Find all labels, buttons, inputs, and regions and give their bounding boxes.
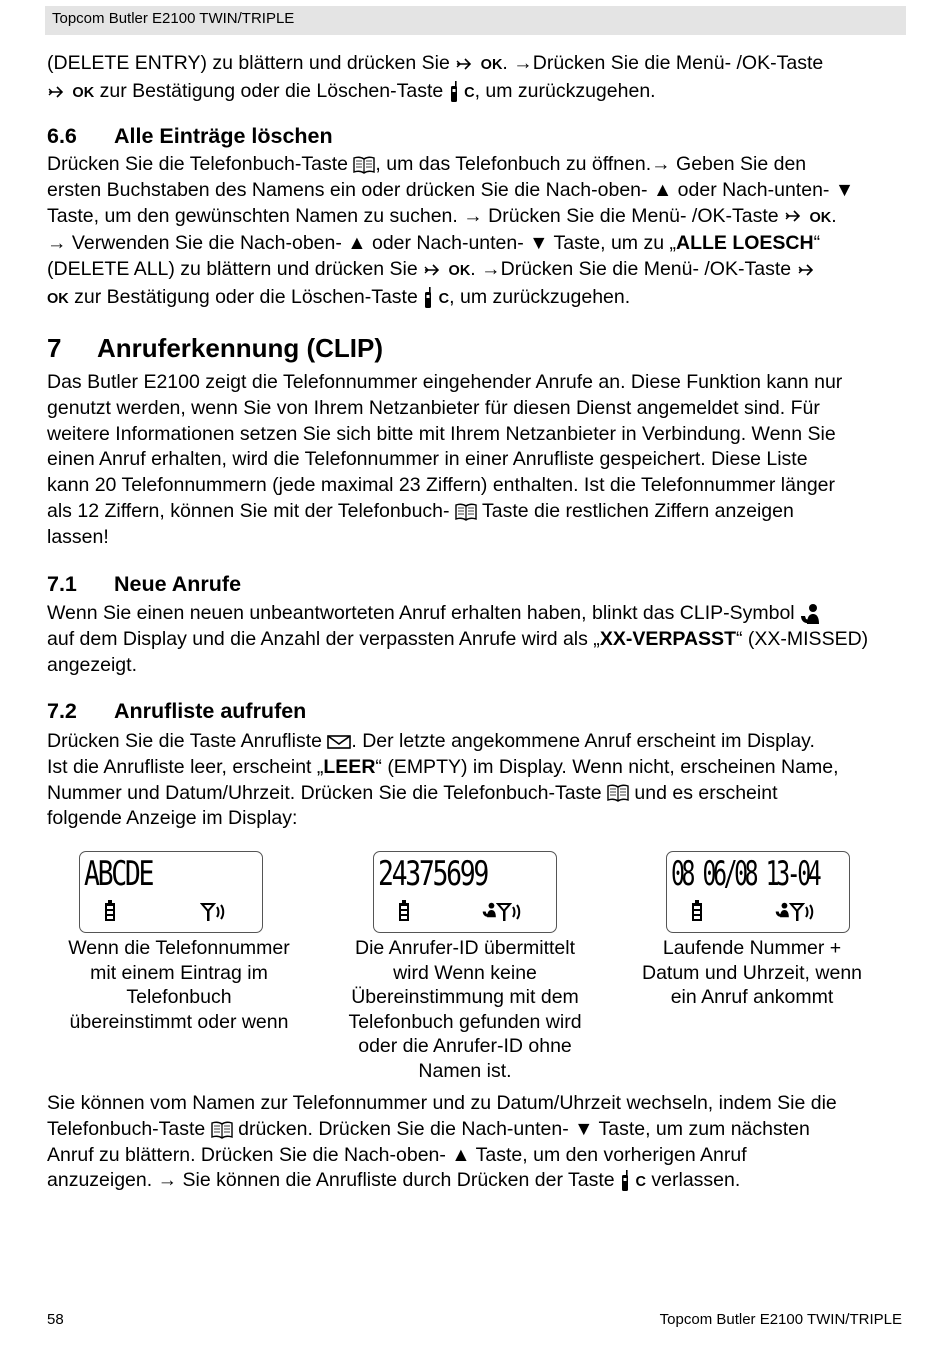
text: Nummer und Datum/Uhrzeit. Drücken Sie die Telefonbuch-Taste — [47, 781, 602, 804]
text: , um zurückzugehen. — [449, 285, 631, 308]
text: angezeigt. — [47, 653, 137, 676]
text: Telefonbuch-Taste — [47, 1117, 206, 1140]
section-title: Anruferkennung (CLIP) — [97, 333, 383, 363]
text: lassen! — [47, 525, 109, 548]
caption-line: Die Anrufer-ID übermittelt — [355, 937, 575, 959]
text: folgende Anzeige im Display: — [47, 807, 298, 830]
section-7-2-body — [47, 729, 907, 832]
text: Sie können vom Namen zur Telefonnummer und zu Datum/Uhrzeit wechseln, indem Sie die — [47, 1092, 837, 1114]
menu-ok-icon — [797, 262, 817, 278]
text: zur Bestätigung oder die Löschen-Taste — [74, 285, 418, 308]
text: anzuzeigen. → Sie können die Anrufliste durch Drücken der Taste — [47, 1169, 615, 1192]
page-header — [45, 6, 906, 35]
text: Das Butler E2100 zeigt die Telefonnummer eingehender Anrufe an. Diese Funktion kann nur — [47, 371, 843, 393]
text: “ — [813, 232, 821, 255]
text: ersten Buchstaben des Namens ein oder drücken Sie die Nach-oben- ▲ oder Nach-unten- ▼ — [47, 178, 855, 201]
caption-line: Telefonbuch gefunden wird — [348, 1010, 582, 1033]
text: . →Drücken Sie die Menü- /OK-Taste — [470, 258, 792, 281]
menu-ok-icon — [423, 262, 443, 278]
ok-label: OK — [809, 209, 832, 226]
signal-icon — [200, 902, 228, 927]
section-number: 7.2 — [47, 699, 77, 723]
bold-term: ALLE LOESCH — [675, 232, 814, 255]
lcd-text: 08 06/08 13-04 — [671, 854, 819, 894]
ok-label: OK — [72, 84, 95, 101]
intro-line-1b: . →Drücken Sie die Menü- /OK-Taste — [502, 52, 824, 74]
ok-label: OK — [47, 290, 69, 307]
ok-label: OK — [480, 57, 503, 73]
phonebook-icon — [211, 1121, 233, 1139]
section-title: Alle Einträge löschen — [114, 124, 333, 148]
section-number: 7 — [47, 333, 62, 363]
section-7-body — [47, 370, 907, 551]
text: “ (EMPTY) im Display. Wenn nicht, erscheinen Name, — [375, 755, 839, 778]
text: , um das Telefonbuch zu öffnen.→ Geben Sie den — [375, 153, 807, 175]
text: (DELETE ALL) zu blättern und drücken Sie — [47, 258, 418, 281]
text: . — [831, 204, 837, 227]
display-caption-1 — [44, 936, 314, 1034]
phone-icon — [423, 287, 433, 309]
display-caption-3 — [617, 936, 887, 1010]
text: Anruf zu blättern. Drücken Sie die Nach-oben- ▲ Taste, um den vorherigen Anruf — [47, 1143, 747, 1166]
c-label: C — [635, 1174, 646, 1191]
caption-line: oder die Anrufer-ID ohne — [358, 1035, 572, 1058]
closing-paragraph — [47, 1091, 907, 1196]
text: → Verwenden Sie die Nach-oben- ▲ oder Nach-unten- ▼ Taste, um zu „ — [47, 232, 676, 255]
caption-line: übereinstimmt oder wenn — [69, 1010, 289, 1033]
text: auf dem Display und die Anzahl der verpassten Anrufe wird als „ — [47, 627, 600, 650]
call-list-icon — [327, 734, 351, 750]
text: kann 20 Telefonnummern (jede maximal 23 Ziffern) enthalten. Ist die Telefonnummer länger — [47, 474, 836, 497]
section-title: Anrufliste aufrufen — [114, 699, 307, 723]
c-label: C — [464, 84, 475, 101]
text: und es erscheint — [628, 781, 778, 804]
section-7-1-heading — [47, 572, 241, 597]
lcd-display-datetime — [666, 851, 850, 933]
page-number: 58 — [47, 1311, 64, 1328]
text: . Der letzte angekommene Anruf erscheint im Display. — [351, 730, 815, 752]
phone-icon — [449, 81, 459, 103]
text: Wenn Sie einen neuen unbeantworteten Anruf erhalten haben, blinkt das CLIP-Symbol — [47, 602, 795, 624]
section-7-2-heading — [47, 699, 306, 724]
section-title: Neue Anrufe — [114, 572, 242, 596]
bold-term: XX-VERPASST — [599, 627, 736, 650]
section-number: 7.1 — [47, 572, 77, 596]
text: weitere Informationen setzen Sie sich bitte mit Ihrem Netzanbieter in Verbindung. Wenn Sie — [47, 422, 836, 445]
footer-title: Topcom Butler E2100 TWIN/TRIPLE — [659, 1311, 902, 1328]
ok-label: OK — [448, 263, 471, 280]
caption-line: Telefonbuch — [126, 986, 232, 1009]
text: “ (XX-MISSED) — [735, 627, 869, 650]
text: Taste die restlichen Ziffern anzeigen — [476, 499, 794, 522]
text: verlassen. — [645, 1169, 741, 1192]
menu-ok-icon — [784, 208, 804, 224]
text: als 12 Ziffern, können Sie mit der Telefonbuch- — [47, 499, 450, 522]
caption-line: Namen ist. — [418, 1059, 512, 1082]
text: Drücken Sie die Taste Anrufliste — [47, 730, 322, 752]
signal-icon — [496, 902, 524, 927]
text: genutzt werden, wenn Sie von Ihrem Netzanbieter für diesen Dienst angemeldet sind. Für — [47, 396, 820, 419]
menu-ok-icon — [455, 56, 475, 72]
section-7-1-body — [47, 601, 907, 678]
intro-paragraph — [47, 51, 907, 107]
section-6-6-heading — [47, 124, 333, 149]
lcd-display-number — [373, 851, 557, 933]
text: drücken. Drücken Sie die Nach-unten- ▼ Taste, um zum nächsten — [232, 1117, 810, 1140]
lcd-display-name — [79, 851, 263, 933]
section-7-heading — [47, 333, 383, 364]
lcd-text: 24375699 — [378, 854, 488, 894]
c-label: C — [438, 290, 450, 307]
header-title: Topcom Butler E2100 TWIN/TRIPLE — [52, 10, 295, 27]
text: Drücken Sie die Telefonbuch-Taste — [47, 153, 348, 175]
battery-icon — [104, 900, 116, 927]
signal-icon — [789, 902, 817, 927]
section-number: 6.6 — [47, 124, 77, 148]
clip-icon — [800, 603, 822, 625]
caption-line: ein Anruf ankommt — [670, 986, 834, 1009]
caption-line: Wenn die Telefonnummer — [68, 937, 290, 959]
caption-line: wird Wenn keine — [393, 961, 537, 984]
caption-line: mit einem Eintrag im — [90, 961, 268, 984]
intro-line-1a: (DELETE ENTRY) zu blättern und drücken Sie — [47, 52, 450, 74]
text: einen Anruf erhalten, wird die Telefonnummer in einer Anrufliste gespeichert. Diese Liste — [47, 448, 808, 471]
menu-ok-icon — [47, 84, 67, 100]
section-6-6-body — [47, 152, 907, 313]
text: Ist die Anrufliste leer, erscheint „ — [47, 755, 324, 778]
caption-line: Übereinstimmung mit dem — [351, 986, 579, 1009]
phonebook-icon — [353, 156, 375, 174]
caption-line: Datum und Uhrzeit, wenn — [641, 961, 863, 984]
caption-line: Laufende Nummer + — [662, 937, 842, 959]
battery-icon — [691, 900, 703, 927]
intro-line-2a: zur Bestätigung oder die Löschen-Taste — [99, 79, 444, 102]
intro-line-2b: , um zurückzugehen. — [474, 79, 656, 102]
phone-icon — [620, 1170, 630, 1192]
bold-term: LEER — [323, 755, 376, 778]
phonebook-icon — [607, 784, 629, 802]
battery-icon — [398, 900, 410, 927]
display-caption-2 — [330, 936, 600, 1084]
phonebook-icon — [455, 503, 477, 521]
text: Taste, um den gewünschten Namen zu suchen. → Drücken Sie die Menü- /OK-Taste — [47, 204, 779, 227]
lcd-text: ABCDE — [84, 854, 153, 894]
